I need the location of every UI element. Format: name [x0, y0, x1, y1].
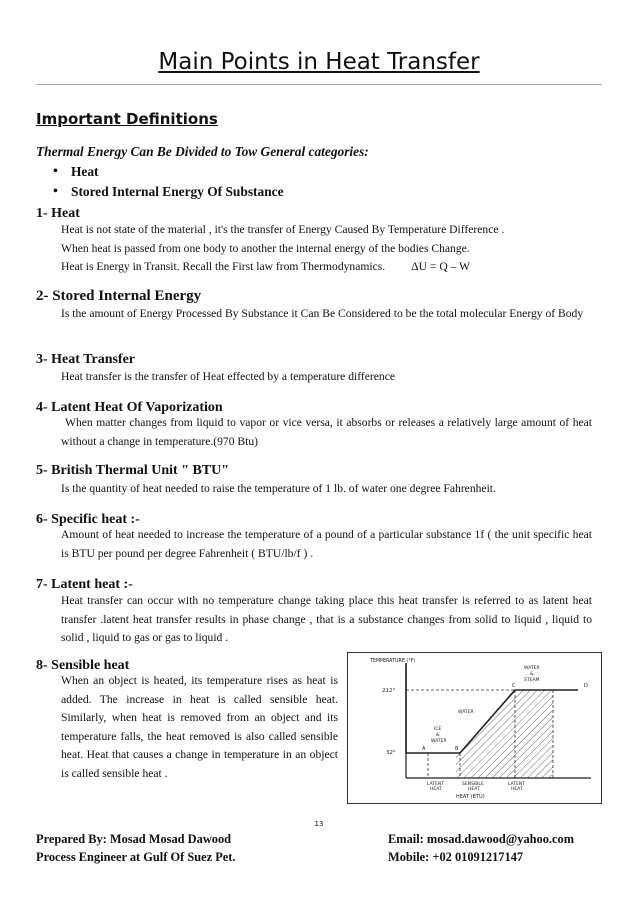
ice-water-label: ICE	[434, 727, 442, 732]
hatch-region	[460, 690, 515, 778]
x-axis-label: HEAT (BTU)	[456, 794, 485, 800]
tick-label-212: 212°	[382, 688, 396, 694]
body-sensible-heat: When an object is heated, its temperature rises as heat is added. The increase in heat is called sensible heat. Similarly, when heat is removed from an object and its temperature falls, the heat removed is also called sensible heat. Heat that causes a change in temperature in an object is called sensible heat .	[61, 674, 338, 780]
heading-latent-heat-vaporization: 4- Latent Heat Of Vaporization	[36, 400, 223, 415]
point-label-a: A	[422, 746, 426, 752]
water-steam-label: &	[530, 672, 534, 677]
list-item: • Heat	[53, 162, 284, 182]
hatch-region	[456, 753, 460, 778]
ice-water-label: &	[436, 733, 440, 738]
heading-heat: 1- Heat	[36, 206, 80, 221]
point-label-c: C	[512, 683, 516, 689]
point-label-d: D	[584, 683, 588, 689]
latent-heat-right-label: LATENT	[508, 782, 526, 787]
y-axis-label: TEMPERATURE (°F)	[370, 659, 416, 664]
category-list	[53, 162, 284, 202]
heading-latent-heat: 7- Latent heat :-	[36, 577, 133, 592]
page-number: 13	[314, 820, 324, 828]
point-label-b: B	[455, 746, 459, 752]
ice-water-label: WATER	[431, 739, 447, 744]
footer-email: Email: mosad.dawood@yahoo.com	[388, 832, 575, 846]
body-heat	[61, 221, 592, 277]
body-stored-internal-energy: Is the amount of Energy Processed By Substance it Can Be Considered to be the total molecular Energy of Body	[61, 307, 584, 320]
water-steam-label: STEAM	[524, 678, 540, 683]
body-btu: Is the quantity of heat needed to raise the temperature of 1 lb. of water one degree Fahrenheit.	[61, 482, 496, 495]
heating-curve-figure	[347, 652, 602, 804]
body-heat-transfer: Heat transfer is the transfer of Heat effected by a temperature difference	[61, 370, 395, 383]
water-steam-label: WATER	[524, 666, 540, 671]
intro-text: Thermal Energy Can Be Divided to Tow General categories:	[36, 144, 369, 159]
footer-line: Prepared By: Mosad Mosad Dawood	[36, 832, 232, 846]
body-line: Heat is not state of the material , it's the transfer of Energy Caused By Temperature Difference .	[61, 223, 505, 236]
list-item: • Stored Internal Energy Of Substance	[53, 182, 284, 202]
footer-author	[36, 830, 235, 866]
sensible-heat-label: HEAT	[468, 787, 480, 792]
latent-heat-right-label: HEAT	[511, 787, 523, 792]
body-latent-heat: Heat transfer can occur with no temperature change taking place this heat transfer is referred to as latent heat transfer .latent heat transfer results in phase change , that is a substance changes from solid to liquid , liquid to solid , liquid to gas or gas to liquid .	[61, 594, 592, 645]
heading-stored-internal-energy: 2- Stored Internal Energy	[36, 288, 202, 304]
title-divider	[36, 84, 602, 85]
heating-curve-diagram	[348, 653, 601, 803]
water-label: WATER	[458, 710, 474, 715]
body-line	[61, 258, 592, 277]
tick-label-32: 32°	[386, 750, 396, 756]
latent-heat-left-label: HEAT	[430, 787, 442, 792]
footer-line: Process Engineer at Gulf Of Suez Pet.	[36, 850, 236, 864]
footer-phone: Mobile: +02 01091217147	[388, 850, 524, 864]
section-subheading: Important Definitions	[36, 110, 218, 128]
heading-heat-transfer: 3- Heat Transfer	[36, 352, 136, 367]
heading-sensible-heat: 8- Sensible heat	[36, 658, 130, 673]
footer-contact	[388, 830, 574, 866]
heading-specific-heat: 6- Specific heat :-	[36, 512, 140, 527]
page-title: Main Points in Heat Transfer	[158, 49, 480, 75]
heading-btu: 5- British Thermal Unit " BTU"	[36, 463, 230, 478]
sensible-heat-label: SENSIBLE	[462, 782, 484, 787]
body-specific-heat: Amount of heat needed to increase the temperature of a pound of a particular substance 1f ( the unit specific heat is BTU per pound per degree Fahrenheit ( BTU/lb/f ) .	[61, 528, 592, 560]
body-line-text: Heat is Energy in Transit. Recall the First law from Thermodynamics.	[61, 260, 386, 274]
first-law-formula: ΔU = Q – W	[411, 260, 471, 274]
latent-heat-left-label: LATENT	[427, 782, 445, 787]
body-latent-heat-vaporization: When matter changes from liquid to vapor or vice versa, it absorbs or releases a relatively large amount of heat without a change in temperature.(970 Btu)	[61, 416, 592, 448]
body-line: When heat is passed from one body to another the internal energy of the bodies Change.	[61, 241, 470, 255]
hatch-region	[515, 690, 553, 778]
